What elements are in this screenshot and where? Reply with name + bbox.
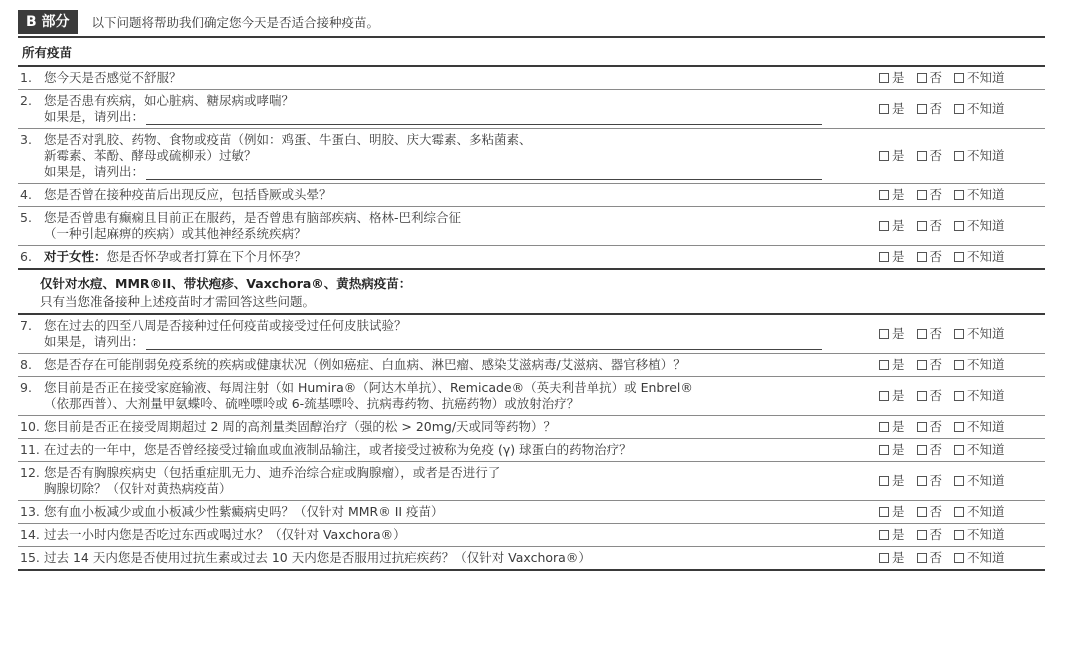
answer-options [879, 419, 1045, 435]
answer-options [879, 357, 1045, 373]
question-line: 过去一小时内您是否吃过东西或喝过水？（仅针对 Vaxchora®） [44, 527, 406, 542]
checkbox-unknown[interactable] [954, 93, 1005, 125]
checkbox-label: 是 [892, 357, 905, 372]
checkbox-no[interactable] [917, 187, 943, 203]
answer-options [879, 93, 1045, 125]
checkbox-label: 否 [929, 419, 943, 434]
checkbox-square[interactable] [917, 507, 927, 517]
checkbox-square[interactable] [879, 73, 889, 83]
question-line: 您是否曾患有癫痫且目前正在服药，是否曾患有脑部疾病、格林-巴利综合征 [44, 210, 462, 225]
checkbox-square[interactable] [879, 445, 889, 455]
question-row [18, 523, 1045, 546]
checkbox-square[interactable] [879, 530, 889, 540]
answer-options [879, 442, 1045, 458]
checkbox-square[interactable] [879, 329, 889, 339]
checkbox-no[interactable] [917, 465, 943, 497]
checkbox-no[interactable] [917, 504, 943, 520]
checkbox-label: 是 [892, 442, 905, 457]
question-text [44, 210, 834, 242]
question-number: 2. [20, 93, 32, 108]
answer-options [879, 187, 1045, 203]
checkbox-unknown[interactable] [954, 318, 1005, 350]
checkbox-no[interactable] [917, 380, 943, 412]
question-line: 您是否对乳胶、药物、食物或疫苗（例如：鸡蛋、牛蛋白、明胶、庆大霉素、多粘菌素、 [44, 132, 532, 147]
question-number: 14. [20, 527, 40, 542]
checkbox-label: 不知道 [967, 473, 1005, 488]
checkbox-no[interactable] [917, 70, 943, 86]
vaccine-screening-form [18, 8, 1045, 571]
checkbox-square[interactable] [954, 73, 964, 83]
checkbox-square[interactable] [879, 476, 889, 486]
question-text [44, 465, 834, 497]
question-line: （一种引起麻痹的疾病）或其他神经系统疾病？ [44, 226, 307, 241]
checkbox-square[interactable] [917, 391, 927, 401]
checkbox-square[interactable] [917, 221, 927, 231]
checkbox-yes[interactable] [879, 504, 905, 520]
checkbox-square[interactable] [879, 391, 889, 401]
section-title: 所有疫苗 [22, 45, 73, 60]
checkbox-square[interactable] [954, 476, 964, 486]
checkbox-unknown[interactable] [954, 504, 1005, 520]
checkbox-yes[interactable] [879, 419, 905, 435]
checkbox-square[interactable] [954, 445, 964, 455]
checkbox-no[interactable] [917, 550, 943, 566]
checkbox-no[interactable] [917, 419, 943, 435]
checkbox-label: 不知道 [967, 388, 1005, 403]
question-number: 3. [20, 132, 32, 147]
checkbox-square[interactable] [917, 252, 927, 262]
checkbox-label: 是 [892, 550, 905, 565]
checkbox-square[interactable] [917, 151, 927, 161]
answer-options [879, 380, 1045, 412]
question-number: 9. [20, 380, 32, 395]
question-emphasis: 对于女性： [44, 249, 107, 264]
checkbox-no[interactable] [917, 442, 943, 458]
question-text [44, 380, 834, 412]
checkbox-square[interactable] [954, 530, 964, 540]
answer-options [879, 132, 1045, 180]
question-line: 您今天是否感觉不舒服？ [44, 70, 182, 85]
checkbox-square[interactable] [917, 190, 927, 200]
checkbox-label: 否 [929, 473, 943, 488]
question-line: 胸腺切除？（仅针对黄热病疫苗） [44, 481, 232, 496]
checkbox-label: 是 [892, 504, 905, 519]
checkbox-label: 不知道 [967, 357, 1005, 372]
if-yes-label: 如果是，请列出： [44, 334, 145, 349]
checkbox-no[interactable] [917, 527, 943, 543]
checkbox-unknown[interactable] [954, 442, 1005, 458]
question-row [18, 65, 1045, 89]
answer-options [879, 318, 1045, 350]
answer-options [879, 465, 1045, 497]
question-line: 对于女性：您是否怀孕或者打算在下个月怀孕？ [44, 249, 307, 264]
checkbox-square[interactable] [879, 151, 889, 161]
part-badge: B 部分 [18, 10, 78, 34]
question-row [18, 89, 1045, 128]
question-row [18, 353, 1045, 376]
checkbox-square[interactable] [879, 553, 889, 563]
answer-options [879, 504, 1045, 520]
checkbox-unknown[interactable] [954, 550, 1005, 566]
checkbox-yes[interactable] [879, 93, 905, 125]
checkbox-square[interactable] [917, 476, 927, 486]
checkbox-label: 否 [929, 326, 943, 341]
checkbox-unknown[interactable] [954, 527, 1005, 543]
checkbox-unknown[interactable] [954, 357, 1005, 373]
checkbox-square[interactable] [954, 391, 964, 401]
checkbox-label: 不知道 [967, 527, 1005, 542]
checkbox-unknown[interactable] [954, 70, 1005, 86]
checkbox-label: 否 [929, 442, 943, 457]
if-yes-input[interactable] [146, 168, 822, 180]
question-line: 您在过去的四至八周是否接种过任何疫苗或接受过任何皮肤试验？ [44, 318, 407, 333]
if-yes-list [44, 164, 834, 180]
question-line: 新霉素、苯酚、酵母或硫柳汞）过敏？ [44, 148, 257, 163]
checkbox-yes[interactable] [879, 210, 905, 242]
checkbox-label: 是 [892, 148, 905, 163]
question-number: 6. [20, 249, 32, 264]
checkbox-yes[interactable] [879, 187, 905, 203]
question-row [18, 128, 1045, 183]
checkbox-label: 不知道 [967, 326, 1005, 341]
checkbox-square[interactable] [917, 360, 927, 370]
checkbox-label: 否 [929, 357, 943, 372]
checkbox-square[interactable] [879, 104, 889, 114]
checkbox-square[interactable] [917, 422, 927, 432]
question-number: 1. [20, 70, 32, 85]
checkbox-square[interactable] [954, 221, 964, 231]
question-number: 8. [20, 357, 32, 372]
checkbox-label: 是 [892, 249, 905, 264]
checkbox-square[interactable] [879, 190, 889, 200]
checkbox-square[interactable] [917, 73, 927, 83]
if-yes-list [44, 109, 834, 125]
checkbox-square[interactable] [879, 360, 889, 370]
question-line: 您是否曾在接种疫苗后出现反应，包括昏厥或头晕？ [44, 187, 332, 202]
if-yes-list [44, 334, 834, 350]
checkbox-square[interactable] [917, 553, 927, 563]
checkbox-square[interactable] [879, 252, 889, 262]
checkbox-square[interactable] [917, 530, 927, 540]
section-specific-vaccines [18, 268, 1045, 313]
checkbox-label: 否 [929, 388, 943, 403]
question-text [44, 419, 834, 435]
checkbox-square[interactable] [954, 252, 964, 262]
checkbox-square[interactable] [954, 507, 964, 517]
question-text [44, 442, 834, 458]
answer-options [879, 70, 1045, 86]
checkbox-label: 不知道 [967, 550, 1005, 565]
checkbox-yes[interactable] [879, 442, 905, 458]
question-text [44, 70, 834, 86]
checkbox-label: 否 [929, 148, 943, 163]
if-yes-label: 如果是，请列出： [44, 109, 145, 124]
checkbox-label: 否 [929, 218, 943, 233]
checkbox-square[interactable] [917, 104, 927, 114]
answer-options [879, 249, 1045, 265]
checkbox-label: 不知道 [967, 187, 1005, 202]
question-number: 5. [20, 210, 32, 225]
checkbox-label: 不知道 [967, 249, 1005, 264]
checkbox-unknown[interactable] [954, 380, 1005, 412]
answer-options [879, 550, 1045, 566]
checkbox-no[interactable] [917, 132, 943, 180]
checkbox-square[interactable] [954, 151, 964, 161]
checkbox-yes[interactable] [879, 550, 905, 566]
question-text [44, 527, 834, 543]
question-line: 在过去的一年中，您是否曾经接受过输血或血液制品输注，或者接受过被称为免疫 (γ) 球蛋白的药物治疗？ [44, 442, 632, 457]
checkbox-square[interactable] [879, 507, 889, 517]
checkbox-label: 不知道 [967, 148, 1005, 163]
checkbox-unknown[interactable] [954, 419, 1005, 435]
question-number: 13. [20, 504, 40, 519]
checkbox-label: 否 [929, 101, 943, 116]
checkbox-yes[interactable] [879, 380, 905, 412]
checkbox-unknown[interactable] [954, 210, 1005, 242]
checkbox-yes[interactable] [879, 527, 905, 543]
checkbox-no[interactable] [917, 93, 943, 125]
checkbox-square[interactable] [954, 553, 964, 563]
if-yes-input[interactable] [146, 338, 822, 350]
question-text [44, 249, 834, 265]
checkbox-unknown[interactable] [954, 249, 1005, 265]
checkbox-square[interactable] [954, 329, 964, 339]
question-text [44, 550, 834, 566]
question-row [18, 500, 1045, 523]
question-row [18, 438, 1045, 461]
question-group-specific [18, 313, 1045, 569]
answer-options [879, 210, 1045, 242]
question-text [44, 357, 834, 373]
checkbox-label: 不知道 [967, 70, 1005, 85]
checkbox-yes[interactable] [879, 70, 905, 86]
checkbox-label: 不知道 [967, 419, 1005, 434]
question-number: 15. [20, 550, 40, 565]
checkbox-label: 是 [892, 218, 905, 233]
question-line: 您是否存在可能削弱免疫系统的疾病或健康状况（例如癌症、白血病、淋巴瘤、感染艾滋病毒/艾滋病、器官移植）？ [44, 357, 686, 372]
checkbox-unknown[interactable] [954, 187, 1005, 203]
checkbox-label: 是 [892, 101, 905, 116]
if-yes-input[interactable] [146, 113, 822, 125]
question-number: 4. [20, 187, 32, 202]
checkbox-label: 是 [892, 70, 905, 85]
checkbox-label: 不知道 [967, 504, 1005, 519]
question-line: 您是否患有疾病，如心脏病、糖尿病或哮喘？ [44, 93, 295, 108]
checkbox-square[interactable] [954, 422, 964, 432]
question-number: 10. [20, 419, 40, 434]
checkbox-no[interactable] [917, 210, 943, 242]
checkbox-label: 否 [929, 527, 943, 542]
checkbox-label: 否 [929, 249, 943, 264]
question-row [18, 376, 1045, 415]
checkbox-no[interactable] [917, 249, 943, 265]
checkbox-label: 否 [929, 504, 943, 519]
checkbox-label: 是 [892, 326, 905, 341]
checkbox-label: 否 [929, 70, 943, 85]
question-line: 您有血小板减少或血小板减少性紫癜病史吗？（仅针对 MMR® II 疫苗） [44, 504, 444, 519]
question-number: 12. [20, 465, 40, 480]
checkbox-square[interactable] [879, 422, 889, 432]
question-line: （依那西普）、大剂量甲氨蝶呤、硫唑嘌呤或 6-巯基嘌呤、抗病毒药物、抗癌药物）或放射治疗？ [44, 396, 580, 411]
checkbox-square[interactable] [954, 360, 964, 370]
question-text [44, 318, 834, 350]
section-title: 仅针对水痘、MMR®II、带状疱疹、Vaxchora®、黄热病疫苗： [40, 276, 412, 291]
question-line: 您目前是否正在接受周期超过 2 周的高剂量类固醇治疗（强的松 > 20mg/天或同等药物）？ [44, 419, 557, 434]
question-row [18, 461, 1045, 500]
checkbox-no[interactable] [917, 318, 943, 350]
question-text [44, 504, 834, 520]
if-yes-label: 如果是，请列出： [44, 164, 145, 179]
question-row [18, 546, 1045, 569]
question-group-all [18, 65, 1045, 268]
checkbox-label: 不知道 [967, 442, 1005, 457]
checkbox-unknown[interactable] [954, 465, 1005, 497]
checkbox-yes[interactable] [879, 249, 905, 265]
checkbox-square[interactable] [917, 445, 927, 455]
checkbox-yes[interactable] [879, 357, 905, 373]
section-note: 只有当您准备接种上述疫苗时才需回答这些问题。 [40, 294, 316, 309]
checkbox-label: 是 [892, 473, 905, 488]
question-text [44, 93, 834, 125]
checkbox-unknown[interactable] [954, 132, 1005, 180]
question-number: 11. [20, 442, 40, 457]
checkbox-label: 否 [929, 187, 943, 202]
checkbox-no[interactable] [917, 357, 943, 373]
answer-options [879, 527, 1045, 543]
checkbox-label: 否 [929, 550, 943, 565]
question-row [18, 206, 1045, 245]
question-row [18, 313, 1045, 353]
checkbox-label: 是 [892, 388, 905, 403]
question-line: 过去 14 天内您是否使用过抗生素或过去 10 天内您是否服用过抗疟疾药？（仅针对 Vaxchora®） [44, 550, 591, 565]
checkbox-square[interactable] [879, 221, 889, 231]
part-description: 以下问题将帮助我们确定您今天是否适合接种疫苗。 [91, 15, 380, 30]
question-text [44, 187, 834, 203]
question-line: 您是否有胸腺疾病史（包括重症肌无力、迪乔治综合症或胸腺瘤），或者是否进行了 [44, 465, 501, 480]
question-row [18, 183, 1045, 206]
question-text [44, 132, 834, 180]
checkbox-square[interactable] [954, 104, 964, 114]
checkbox-label: 不知道 [967, 101, 1005, 116]
checkbox-square[interactable] [917, 329, 927, 339]
checkbox-yes[interactable] [879, 465, 905, 497]
bottom-rule [18, 569, 1045, 571]
checkbox-label: 是 [892, 187, 905, 202]
checkbox-yes[interactable] [879, 318, 905, 350]
question-row [18, 245, 1045, 268]
part-header [18, 8, 1045, 36]
question-line: 您目前是否正在接受家庭输液、每周注射（如 Humira®（阿达木单抗）、Remicade®（英夫利昔单抗）或 Enbrel® [44, 380, 693, 395]
checkbox-label: 是 [892, 527, 905, 542]
section-all-vaccines [18, 36, 1045, 65]
checkbox-square[interactable] [954, 190, 964, 200]
question-number: 7. [20, 318, 32, 333]
checkbox-label: 是 [892, 419, 905, 434]
question-row [18, 415, 1045, 438]
checkbox-yes[interactable] [879, 132, 905, 180]
checkbox-label: 不知道 [967, 218, 1005, 233]
